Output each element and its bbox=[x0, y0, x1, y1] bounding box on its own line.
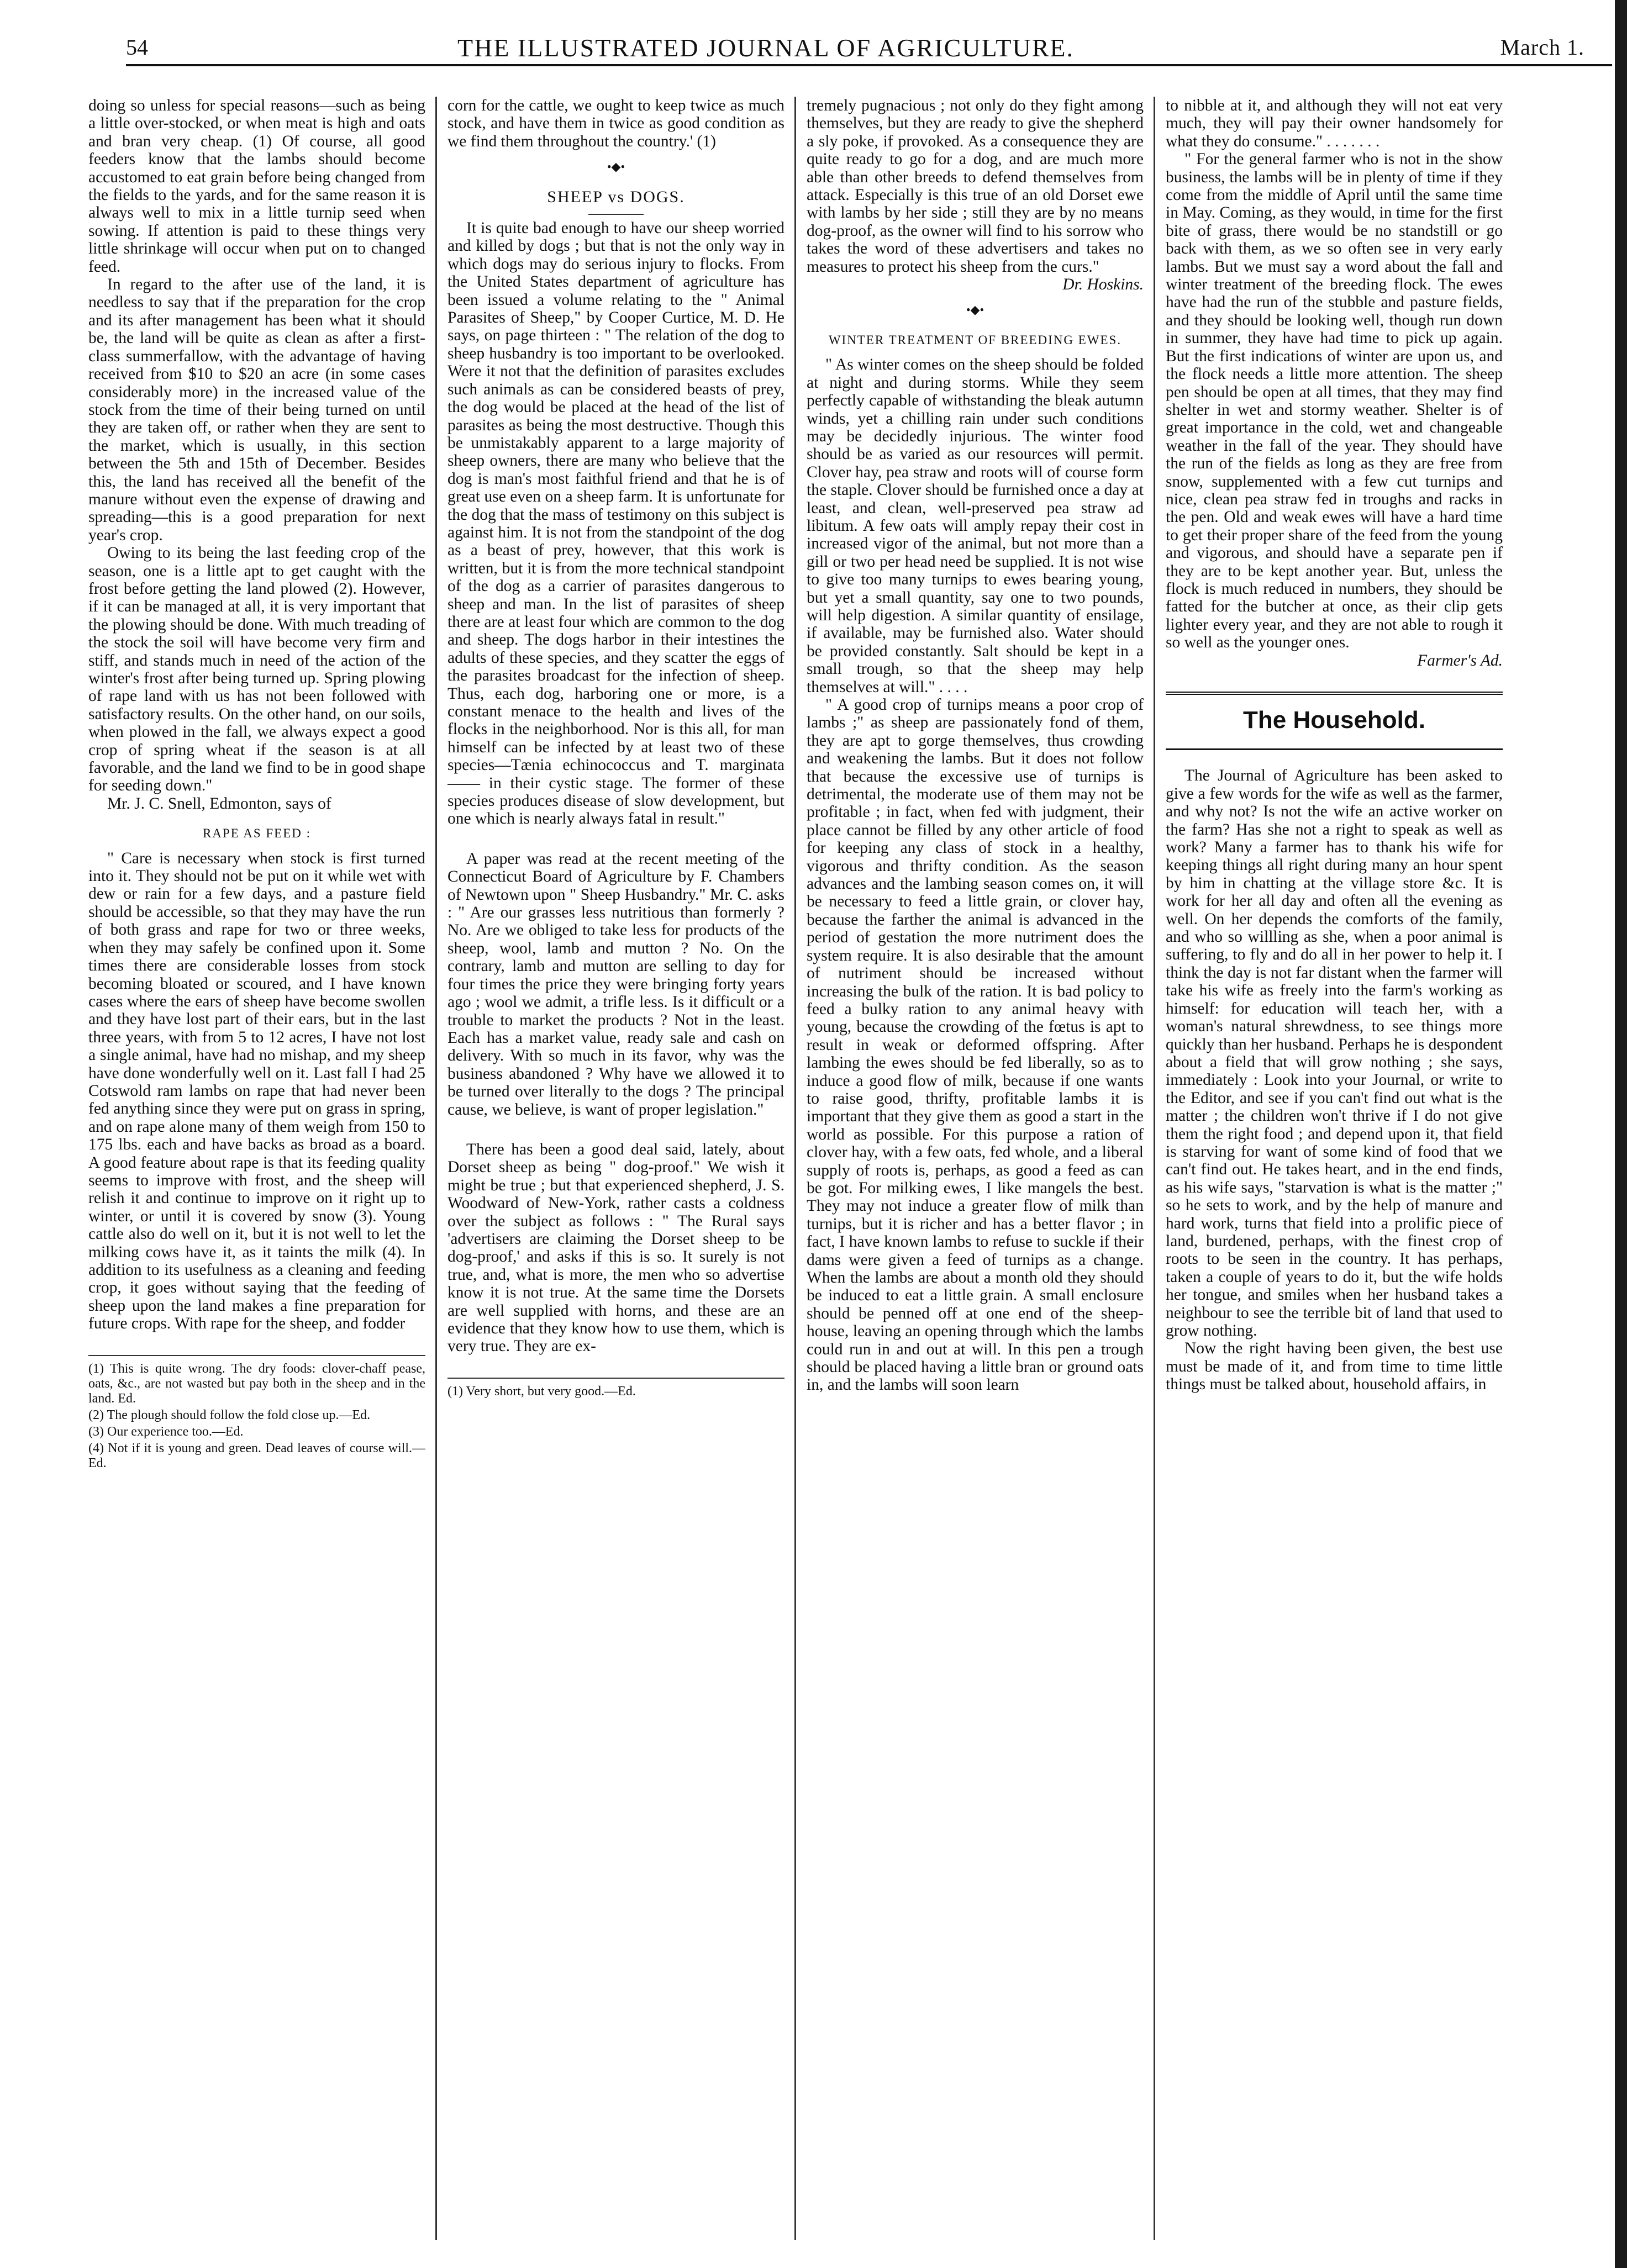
winter-treatment-subheading: WINTER TREATMENT OF BREEDING EWES. bbox=[828, 333, 1122, 347]
column-2 bbox=[447, 97, 784, 2240]
spacer bbox=[447, 1119, 784, 1141]
column-1 bbox=[88, 97, 425, 2240]
page-header bbox=[126, 31, 1612, 66]
footnote: (1) This is quite wrong. The dry foods: clover-chaff pease, oats, &c., are not wasted but pay both in the sheep and in the land. Ed. bbox=[88, 1361, 425, 1406]
issue-date: March 1. bbox=[1500, 35, 1584, 60]
col2-paragraph-1: corn for the cattle, we ought to keep twice as much stock, and have them in twice as good condition as we find them throughout the country.' (1) bbox=[447, 97, 784, 150]
section-ornament: •◆• bbox=[607, 160, 625, 174]
column-4 bbox=[1166, 97, 1503, 2240]
source-signature: Farmer's Ad. bbox=[1417, 651, 1503, 669]
page-number: 54 bbox=[126, 35, 148, 60]
col2-paragraph-4: There has been a good deal said, lately, about Dorset sheep as being " dog-proof." We wish it might be true ; but that experienced shepherd, J. S. Woodward of New-York, rather casts a coldness over the subject as follows : " The Rural says 'advertisers are claiming the Dorset sheep to be dog-proof,' and asks if this is so. It surely is not true, and, what is more, the men who so advertise know it is not true. At the same time the Dorsets are well supplied with horns, and these are an evidence that they know how to use them, which is very true. They are ex- bbox=[447, 1140, 784, 1355]
col3-paragraph-1: tremely pugnacious ; not only do they fight among themselves, but they are ready to give the shepherd a sly poke, if provoked. As a consequence they are quite ready to go for a dog, and are much more able than other breeds to defend themselves from attack. Especially is this true of an old Dorset ewe with lambs by her side ; still they are by no means dog-proof, as the owner will find to his sorrow who takes the word of these advertisers and takes no measures to protect his sheep from the curs." bbox=[807, 97, 1144, 276]
spacer bbox=[447, 828, 784, 850]
col1-paragraph-2: In regard to the after use of the land, it is needless to say that if the preparation for the crop and its after management has been what it should be, the land will be quite as clean as after a first-class summerfallow, with the advantage of having received from $10 to $20 an acre (in some cases considerably more) in the increased value of the stock from the time of their being turned on until they are taken off, or rather when they are sent to the market, which is usually, in this section between the 5th and 15th of December. Besides this, the land has received all the benefit of the manure without even the expense of drawing and spreading—this is a good preparation for next year's crop. bbox=[88, 276, 425, 544]
col3-paragraph-2: " As winter comes on the sheep should be folded at night and during storms. While they seem perfectly capable of withstanding the bleak autumn winds, yet a chilling rain under such conditions may be decidedly injurious. The winter food should be as varied as our resources will permit. Clover hay, pea straw and roots will of course form the staple. Clover should be furnished once a day at least, and clean, well-preserved pea straw ad libitum. A few oats will amply repay their cost in increased vigor of the animal, but not more than a gill or two per head need be supplied. It is not wise to give too many turnips to ewes bearing young, but yet a small quantity, say one to two pounds, will help digestion. A similar quantity of ensilage, if available, may be furnished also. Water should be provided constantly. Salt should be kept in a small trough, so that the sheep may help themselves at will." . . . . bbox=[807, 356, 1144, 696]
col4-paragraph-4: Now the right having been given, the best use must be made of it, and from time to time little things must be talked about, household affairs, in bbox=[1166, 1339, 1503, 1394]
column-divider bbox=[794, 97, 796, 2240]
sheep-vs-dogs-heading: SHEEP vs DOGS. bbox=[547, 187, 685, 206]
household-heading: The Household. bbox=[1243, 706, 1425, 734]
col4-paragraph-2: " For the general farmer who is not in the show business, the lambs will be in plenty of time if they come from the middle of April until the same time in May. Coming, as they would, in time for the first bite of grass, there would be no standstill or go back with them, as we so often see in very early lambs. But we must say a word about the fall and winter treatment of the breeding flock. The ewes have had the run of the stubble and pasture fields, and they should be looking well, though run down in summer, they have had time to pick up again. But the first indications of winter are upon us, and the flock needs a little more attention. The sheep pen should be open at all times, that they may find shelter in wet and stormy weather. Shelter is of great importance in the cold, wet and changeable weather in the fall of the year. They should have the run of the fields as long as they are free from snow, supplemented with a few cut turnips and nice, clean pea straw fed in troughs and racks in the pen. Old and weak ewes will have a hard time to get their proper share of the feed from the young and vigorous, and should have a separate pen if they are to be kept another year. But, unless the flock is much reduced in numbers, they should be fatted for the butcher at once, as their clip gets lighter every year, and they are not able to rough it so well as the younger ones. bbox=[1166, 150, 1503, 652]
column-divider bbox=[1154, 97, 1155, 2240]
rape-as-feed-subheading: RAPE AS FEED : bbox=[202, 826, 312, 841]
col1-footnotes bbox=[88, 1355, 425, 1471]
col1-paragraph-5: " Care is necessary when stock is first turned into it. They should not be put on it while wet with dew or rain for a few days, and a pasture field should be accessible, so that they may have the run of both grass and rape for two or three weeks, when they may safely be confined upon it. Some times there are considerable losses from stock becoming bloated or scoured, and I have known cases where the ears of sheep have become swollen and they have lost part of their ears, but in the last three years, with from 5 to 12 acres, I have not lost a single animal, have had no mishap, and my sheep have done wonderfully well on it. Last fall I had 25 Cotswold ram lambs on rape that had never been fed anything since they were put on grass in spring, and on rape alone many of them weigh from 150 to 175 lbs. each and have backs as broad as a board. A good feature about rape is that its feeding quality seems to improve with frost, and the sheep will relish it and continue to improve on it right up to winter, or until it is covered by snow (3). Young cattle also do well on it, but it is not well to let the milking cows have it, as it taints the milk (4). In addition to its usefulness as a cleaning and feeding crop, it goes without saying that the feeding of sheep upon the land makes a fine preparation for future crops. With rape for the sheep, and fodder bbox=[88, 849, 425, 1333]
column-divider bbox=[435, 97, 437, 2240]
journal-title: THE ILLUSTRATED JOURNAL OF AGRICULTURE. bbox=[457, 34, 1074, 62]
footnote: (3) Our experience too.—Ed. bbox=[88, 1424, 244, 1439]
col4-paragraph-1: to nibble at it, and although they will not eat very much, they will pay their owner handsomely for what they do consume." . . . . . . . bbox=[1166, 97, 1503, 150]
col1-paragraph-4: Mr. J. C. Snell, Edmonton, says of bbox=[107, 794, 331, 813]
section-ornament: •◆• bbox=[966, 303, 984, 317]
col2-footnote: (1) Very short, but very good.—Ed. bbox=[447, 1378, 784, 1399]
author-signature: Dr. Hoskins. bbox=[1062, 276, 1144, 294]
scan-edge-border bbox=[1615, 0, 1627, 2268]
column-3 bbox=[807, 97, 1144, 2240]
household-banner bbox=[1166, 692, 1503, 750]
col2-paragraph-3: A paper was read at the recent meeting of the Connecticut Board of Agriculture by F. Chambers of Newtown upon " Sheep Husbandry." Mr. C. asks : " Are our grasses less nutritious than formerly ? No. Are we obliged to take less for products of the sheep, wool, lamb and mutton ? No. On the contrary, lamb and mutton are selling to day for four times the price they were bringing forty years ago ; wool we admit, a trifle less. Is it difficult or a trouble to market the products ? Not in the least. Each has a market value, ready sale and cash on delivery. With so much in its favor, why was the business abandoned ? Why have we allowed it to be turned over literally to the dogs ? The principal cause, we believe, is want of proper legislation." bbox=[447, 850, 784, 1119]
short-rule bbox=[588, 214, 644, 215]
col1-paragraph-1: doing so unless for special reasons—such as being a little over-stocked, or when meat is high and oats and bran very cheap. (1) Of course, all good feeders know that the lambs should become accustomed to eat grain before being changed from the fields to the yards, and for the same reason it is always well to mix in a little turnip seed when sowing. If attention is paid to these things very little shrinkage will occur when put on to changed feed. bbox=[88, 97, 425, 276]
col3-paragraph-3: " A good crop of turnips means a poor crop of lambs ;" as sheep are passionately fond of them, they are apt to gorge themselves, thus crowding and weakening the lambs. But it does not follow that because the excessive use of turnips is detrimental, the moderate use of them may not be profitable ; in fact, when fed with judgment, their place cannot be filled by any other article of food for keeping any class of stock in a healthy, vigorous and thrifty condition. As the season advances and the lambing season comes on, it will be necessary to feed a little grain, or clover hay, because the farther the animal is advanced in the period of gestation the more nutriment does the system require. It is also desirable that the amount of nutriment should be increased without increasing the bulk of the ration. It is bad policy to feed a bulky ration to any animal heavy with young, because the crowding of the fœtus is apt to result in weak or deformed offspring. After lambing the ewes should be fed liberally, so as to induce a good flow of milk, because if one wants to raise good, thrifty, profitable lambs it is important that they give them as good a start in the world as possible. For this purpose a ration of clover hay, with a few oats, fed whole, and a liberal supply of roots is, perhaps, as good a feed as can be got. For milking ewes, I like mangels the best. They may not induce a greater flow of milk than turnips, but it is richer and has a better flavor ; in fact, I have known lambs to refuse to suckle if their dams were given a feed of turnips as a change. When the lambs are about a month old they should be induced to eat a little grain. A small enclosure should be penned off at one end of the sheep-house, leaving an opening through which the lambs could run in and out at will. In this pen a trough should be placed having a little bran or ground oats in, and the lambs will soon learn bbox=[807, 696, 1144, 1394]
footnote: (2) The plough should follow the fold close up.—Ed. bbox=[88, 1407, 371, 1422]
col4-paragraph-3: The Journal of Agriculture has been asked to give a few words for the wife as well as the farmer, and why not? Is not the wife an active worker on the farm? Has she not a right to speak as well as work? Many a farmer has to thank his wife for keeping things all right during many an hour spent by him in chatting at the village store &c. It is work for her all day and often all the evening as well. On her depends the comforts of the family, and who so willling as she, when a poor animal is suffering, to fly and do all in her power to help it. I think the day is not far distant when the farmer will take his wife as freely into the farm's working as himself: for education will teach her, with a woman's natural shrewdness, to see things more quickly than her husband. Perhaps he is despondent about a field that will grow nothing ; she says, immediately : Look into your Journal, or write to the Editor, and see if you can't find out what is the matter ; the children won't thrive if I do not give them the right food ; and depend upon it, that field is starving for want of some kind of food that we can't find out. He takes heart, and in the end finds, as his wife says, "starvation is what is the matter ;" so he sets to work, and by the help of manure and hard work, turns that field into a prolific piece of land, burdened, perhaps, with the finest crop of roots to be seen in the country. It has perhaps, taken a couple of years to do it, but the wife holds her tongue, and smiles when her husband takes a neighbour to see the terrible bit of land that used to grow nothing. bbox=[1166, 767, 1503, 1339]
footnote: (4) Not if it is young and green. Dead leaves of course will.—Ed. bbox=[88, 1441, 425, 1470]
col2-paragraph-2: It is quite bad enough to have our sheep worried and killed by dogs ; but that is not the only way in which dogs may do serious injury to flocks. From the United States department of agriculture has been issued a volume relating to the " Animal Parasites of Sheep," by Cooper Curtice, M. D. He says, on page thirteen : " The relation of the dog to sheep husbandry is too important to be overlooked. Were it not that the definition of parasites excludes such animals as can be considered beasts of prey, the dog would be placed at the head of the list of parasites as being the most destructive. Though this be unmistakably apparent to a large majority of sheep owners, there are many who believe that the dog is man's most faithful friend and that he is of great use even on a sheep farm. It is unfortunate for the dog that the mass of testimony on this subject is against him. It is not from the standpoint of the dog as a beast of prey, however, that this work is written, but it is from the more technical standpoint of the dog as a carrier of parasites dangerous to sheep and man. In the list of parasites of sheep there are at least four which are common to the dog and sheep. The dogs harbor in their intestines the adults of these species, and they scatter the eggs of the parasites broadcast for the infection of sheep. Thus, each dog, harboring one or more, is a constant menace to the health and lives of the flocks in the neighborhood. Nor is this all, for man himself can be infected by at least two of these species—Tænia echinococcus and T. marginata—— in their cystic stage. The former of these species produces disease of slow development, but one which is nearly always fatal in result." bbox=[447, 219, 784, 828]
col1-paragraph-3: Owing to its being the last feeding crop of the season, one is a little apt to get caught with the frost before getting the land plowed (2). However, if it can be managed at all, it is very important that the plowing should be done. With much treading of the stock the soil will have become very firm and stiff, and stands much in need of the action of the winter's frost after being turned up. Spring plowing of rape land with us has not been followed with satisfactory results. On the other hand, on our soils, when plowed in the fall, we always expect a good crop of spring wheat if the season is at all favorable, and the land we find to be in good shape for seeding down." bbox=[88, 544, 425, 795]
